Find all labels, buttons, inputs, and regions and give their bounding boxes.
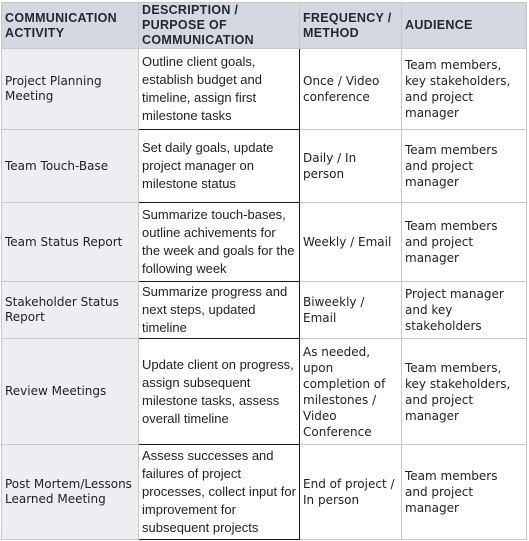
- activity-cell: Post Mortem/Lessons Learned Meeting: [2, 445, 139, 540]
- description-cell: Summarize progress and next steps, updated timeline: [139, 282, 300, 339]
- audience-cell: Project manager and key stakeholders: [402, 282, 527, 339]
- table-row: [2, 445, 527, 540]
- table-row: [2, 282, 527, 339]
- header-activity: COMMUNICATION ACTIVITY: [2, 3, 139, 49]
- frequency-cell: As needed, upon completion of milestones / Video Conference: [300, 339, 402, 445]
- activity-cell: Team Touch-Base: [2, 130, 139, 203]
- header-row: [2, 3, 527, 49]
- description-cell: Outline client goals, establish budget and timeline, assign first milestone tasks: [139, 49, 300, 130]
- frequency-cell: End of project / In person: [300, 445, 402, 540]
- frequency-cell: Daily / In person: [300, 130, 402, 203]
- communication-plan-table: [1, 2, 527, 540]
- table-row: [2, 339, 527, 445]
- activity-cell: Project Planning Meeting: [2, 49, 139, 130]
- activity-cell: Team Status Report: [2, 203, 139, 282]
- table-row: [2, 130, 527, 203]
- audience-cell: Team members, key stakeholders, and project manager: [402, 49, 527, 130]
- description-cell: Summarize touch-bases, outline achivements for the week and goals for the following week: [139, 203, 300, 282]
- table-row: [2, 49, 527, 130]
- header-frequency: FREQUENCY / METHOD: [300, 3, 402, 49]
- frequency-cell: Biweekly / Email: [300, 282, 402, 339]
- audience-cell: Team members and project manager: [402, 445, 527, 540]
- frequency-cell: Once / Video conference: [300, 49, 402, 130]
- table-row: [2, 203, 527, 282]
- description-cell: Set daily goals, update project manager on milestone status: [139, 130, 300, 203]
- audience-cell: Team members and project manager: [402, 203, 527, 282]
- activity-cell: Review Meetings: [2, 339, 139, 445]
- activity-cell: Stakeholder Status Report: [2, 282, 139, 339]
- audience-cell: Team members, key stakeholders, and project manager: [402, 339, 527, 445]
- description-cell: Update client on progress, assign subsequent milestone tasks, assess overall timeline: [139, 339, 300, 445]
- header-description: DESCRIPTION / PURPOSE OF COMMUNICATION: [139, 3, 300, 49]
- audience-cell: Team members and project manager: [402, 130, 527, 203]
- header-audience: AUDIENCE: [402, 3, 527, 49]
- description-cell: Assess successes and failures of project processes, collect input for improvement for subsequent projects: [139, 445, 300, 540]
- frequency-cell: Weekly / Email: [300, 203, 402, 282]
